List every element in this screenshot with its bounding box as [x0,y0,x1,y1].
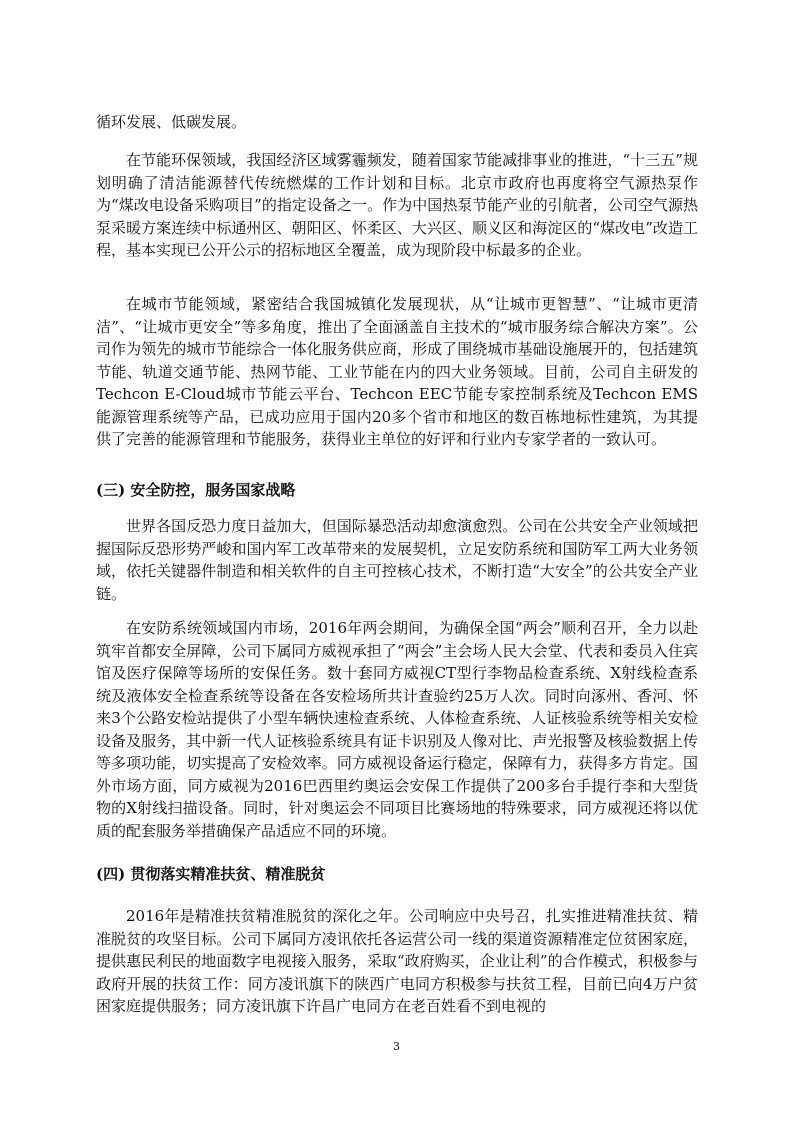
paragraph-security-system: 在安防系统领域国内市场，2016年两会期间，为确保全国“两会”顺利召开，全力以赴筑牢首都安全屏障，公司下属同方威视承担了“两会”主会场人民大会堂、代表和委员入住宾馆及医疗保障等场所的安保任务。数十套同方威视CT型行李物品检查系统、X射线检查系统及液体安全检查系统等设备在各安检场所共计查验约25万人次。同时向涿州、香河、怀来3个公路安检站提供了小型车辆快速检查系统、人体检查系统、人证核验系统等相关安检设备及服务，其中新一代人证核验系统具有证卡识别及人像对比、声光报警及核验数据上传等多项功能，切实提高了安检效率。同方威视设备运行稳定，保障有力，获得多方肯定。国外市场方面，同方威视为2016巴西里约奥运会安保工作提供了200多台手提行李和大型货物的X射线扫描设备。同时，针对奥运会不同项目比赛场地的特殊要求，同方威视还将以优质的配套服务举措确保产品适应不同的环境。 [96,619,698,840]
paragraph-security-intro: 世界各国反恐力度日益加大，但国际暴恐活动却愈演愈烈。公司在公共安全产业领域把握国际反恐形势严峻和国内军工改革带来的发展契机，立足安防系统和国防军工两大业务领域，依托关键器件制造和相关软件的自主可控核心技术，不断打造“大安全”的公共安全产业链。 [96,517,698,603]
paragraph-energy-environment: 在节能环保领域，我国经济区域雾霾频发，随着国家节能减排事业的推进，“十三五”规划明确了清洁能源替代传统燃煤的工作计划和目标。北京市政府也再度将空气源热泵作为“煤改电设备采购项目”的指定设备之一。作为中国热泵节能产业的引航者，公司空气源热泵采暖方案连续中标通州区、朝阳区、怀柔区、大兴区、顺义区和海淀区的“煤改电”改造工程，基本实现已公开公示的招标地区全覆盖，成为现阶段中标最多的企业。 [96,151,698,259]
page-number: 3 [393,1040,400,1053]
paragraph-poverty-alleviation: 2016年是精准扶贫精准脱贫的深化之年。公司响应中央号召，扎实推进精准扶贫、精准脱贫的攻坚目标。公司下属同方凌讯依托各运营公司一线的渠道资源精准定位贫困家庭，提供惠民利民的地面数字电视接入服务，采取“政府购买，企业让利”的合作模式，积极参与政府开展的扶贫工作：同方凌讯旗下的陕西广电同方积极参与扶贫工程，目前已向4万户贫困家庭提供服务；同方凌讯旗下许昌广电同方在老百姓看不到电视的 [96,907,698,1015]
paragraph-continuation: 循环发展、低碳发展。 [96,113,247,131]
paragraph-urban-energy: 在城市节能领域，紧密结合我国城镇化发展现状，从“让城市更智慧”、“让城市更清洁”、“让城市更安全”等多角度，推出了全面涵盖自主技术的“城市服务综合解决方案”。公司作为领先的城市节能综合一体化服务供应商，形成了围绕城市基础设施展开的，包括建筑节能、轨道交通节能、热网节能、工业节能在内的四大业务领域。目前，公司自主研发的Techcon E-Cloud城市节能云平台、Techcon EEC节能专家控制系统及Techcon EMS能源管理系统等产品，已成功应用于国内20多个省市和地区的数百栋地标性建筑，为其提供了完善的能源管理和节能服务，获得业主单位的好评和行业内专家学者的一致认可。 [96,295,698,448]
section-heading-poverty: (四) 贯彻落实精准扶贫、精准脱贫 [96,865,326,883]
section-heading-security: (三) 安全防控，服务国家战略 [96,481,296,499]
